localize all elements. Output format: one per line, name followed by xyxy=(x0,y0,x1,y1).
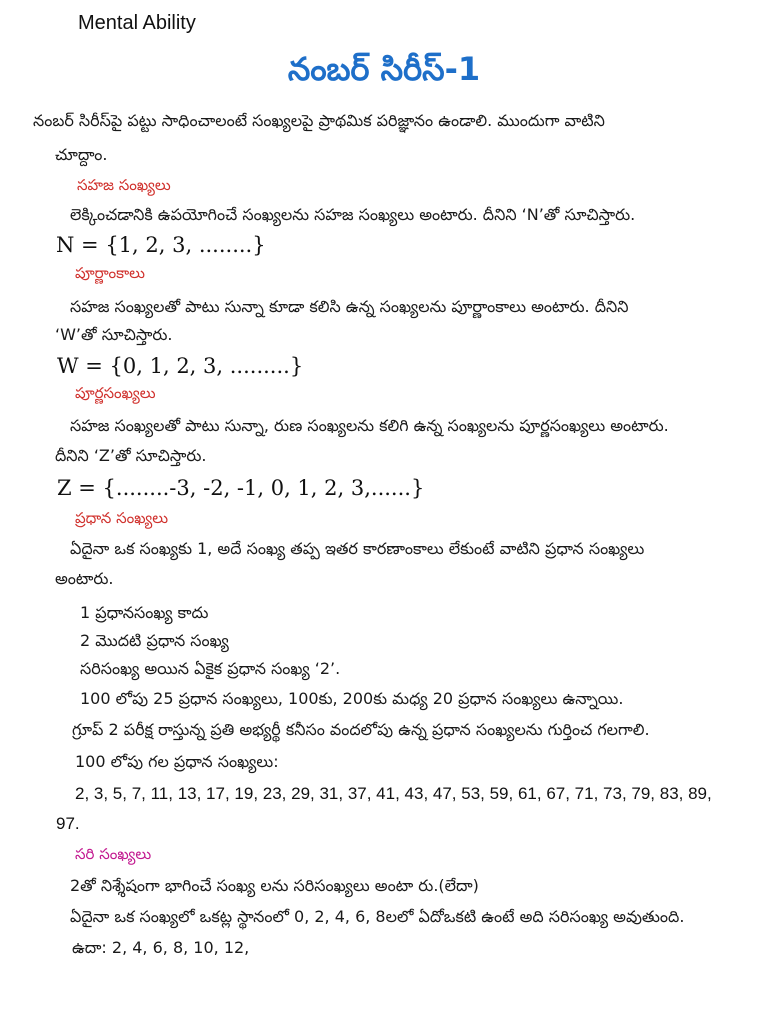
integers-definition-2: దీనిని ‘Z’తో సూచిస్తారు. xyxy=(55,446,207,465)
prime-point-4: 100 లోపు 25 ప్రధాన సంఖ్యలు, 100కు, 200కు మధ్య 20 ప్రధాన సంఖ్యలు ఉన్నాయి. xyxy=(80,689,624,708)
heading-integers: పూర్ణసంఖ్యలు xyxy=(75,384,156,402)
even-definition-2: ఏదైనా ఒక సంఖ్యలో ఒకట్ల స్థానంలో 0, 2, 4, 6, 8లలో ఏదోఒకటి ఉంటే అది సరిసంఖ్య అవుతుంది. xyxy=(70,907,685,926)
even-definition-1: 2తో నిశ్శేషంగా భాగించే సంఖ్య లను సరిసంఖ్యలు అంటా రు.(లేదా) xyxy=(70,876,479,895)
intro-line-1: నంబర్ సిరీస్‌పై పట్టు సాధించాలంటే సంఖ్యలపై ప్రాథమిక పరిజ్ఞానం ఉండాలి. ముందుగా వాటిని xyxy=(33,111,605,130)
even-example: ఉదా: 2, 4, 6, 8, 10, 12, xyxy=(72,938,250,957)
prime-definition-1: ఏదైనా ఒక సంఖ్యకు 1, అదే సంఖ్య తప్ప ఇతర కారణాంకాలు లేకుంటే వాటిని ప్రధాన సంఖ్యలు xyxy=(70,539,645,558)
whole-definition-2: ‘W’తో సూచిస్తారు. xyxy=(55,325,173,344)
whole-definition-1: సహజ సంఖ్యలతో పాటు సున్నా కూడా కలిసి ఉన్న సంఖ్యలను పూర్ణాంకాలు అంటారు. దీనిని xyxy=(70,297,629,316)
prime-point-6: 100 లోపు గల ప్రధాన సంఖ్యలు: xyxy=(75,752,279,771)
subject-header: Mental Ability xyxy=(78,12,196,34)
heading-whole-numbers: పూర్ణాంకాలు xyxy=(75,264,145,282)
prime-point-3: సరిసంఖ్య అయిన ఏకైక ప్రధాన సంఖ్య ‘2’. xyxy=(80,659,341,678)
natural-definition: లెక్కించడానికి ఉపయోగించే సంఖ్యలను సహజ సంఖ్యలు అంటారు. దీనిని ‘N’తో సూచిస్తారు. xyxy=(70,205,636,224)
integers-set: Z = {........-3, -2, -1, 0, 1, 2, 3,......} xyxy=(57,476,425,500)
prime-point-2: 2 మొదటి ప్రధాన సంఖ్య xyxy=(80,631,229,650)
prime-point-1: 1 ప్రధానసంఖ్య కాదు xyxy=(80,603,209,622)
prime-list-line-1: 2, 3, 5, 7, 11, 13, 17, 19, 23, 29, 31, 37, 41, 43, 47, 53, 59, 61, 67, 71, 73, 79, 83, 89, xyxy=(75,784,712,803)
heading-natural-numbers: సహజ సంఖ్యలు xyxy=(77,176,171,194)
page-title: నంబర్ సిరీస్-1 xyxy=(287,50,481,88)
integers-definition-1: సహజ సంఖ్యలతో పాటు సున్నా, రుణ సంఖ్యలను కలిగి ఉన్న సంఖ్యలను పూర్ణసంఖ్యలు అంటారు. xyxy=(70,416,669,435)
intro-line-2: చూద్దాం. xyxy=(55,145,108,164)
prime-definition-2: అంటారు. xyxy=(55,569,114,588)
prime-list-line-2: 97. xyxy=(56,814,80,833)
natural-set: N = {1, 2, 3, ........} xyxy=(56,233,266,257)
heading-prime-numbers: ప్రధాన సంఖ్యలు xyxy=(75,509,169,527)
heading-even-numbers: సరి సంఖ్యలు xyxy=(75,845,152,863)
prime-point-5: గ్రూప్ 2 పరీక్ష రాస్తున్న ప్రతి అభ్యర్థీ కనీసం వందలోపు ఉన్న ప్రధాన సంఖ్యలను గుర్తించ గలగాలి. xyxy=(72,720,650,739)
whole-set: W = {0, 1, 2, 3, .........} xyxy=(57,354,304,378)
